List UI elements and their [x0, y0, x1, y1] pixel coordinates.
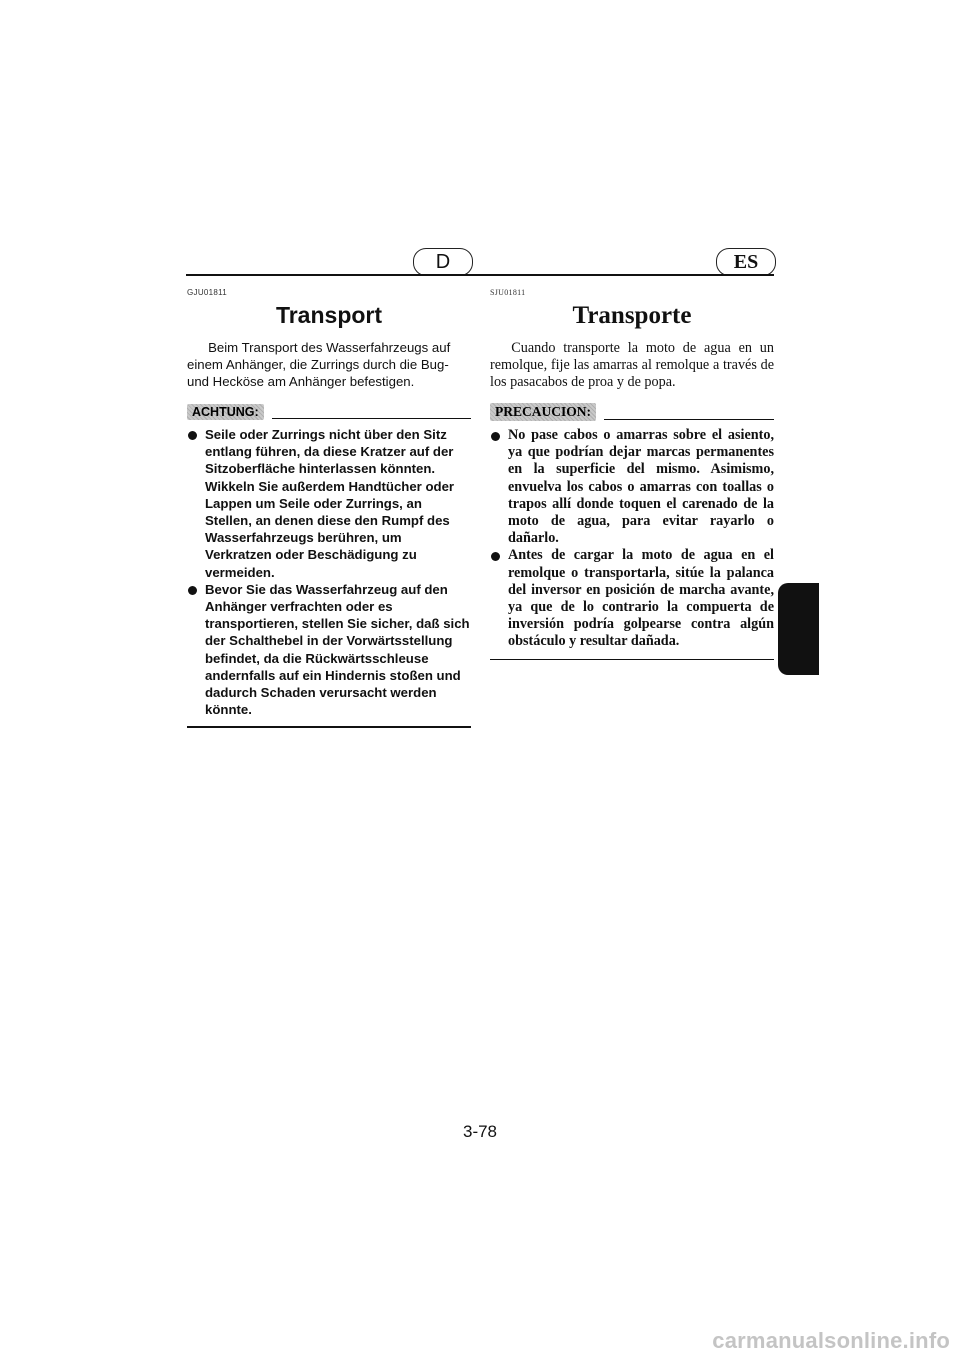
section-code: GJU01811	[187, 288, 228, 297]
bullet-icon	[491, 552, 500, 561]
list-item	[490, 547, 774, 650]
caution-header	[490, 401, 774, 421]
watermark: carmanualsonline.info	[712, 1328, 950, 1353]
german-column	[187, 288, 471, 728]
list-item	[490, 427, 774, 547]
caution-header	[187, 400, 471, 420]
caution-rule	[604, 419, 774, 421]
language-badge-german: D	[413, 248, 473, 276]
intro-paragraph: Cuando transporte la moto de agua en un remolque, fije las amarras al remolque a través de los pasacabos de proa y de popa.	[490, 340, 774, 390]
caution-label: ACHTUNG:	[187, 404, 264, 420]
section-title: Transporte	[572, 302, 692, 329]
list-item-text: Antes de cargar la moto de agua en el remolque o transportarla, sitúe la palanca del inversor en posición de marcha avante, ya que de lo contrario la compuerta de inversión podría golpearse contra algún obstáculo y resultar dañada.	[508, 547, 774, 650]
list-item-text: Bevor Sie das Wasserfahrzeug auf den Anhänger verfrachten oder es transportieren, stellen Sie sicher, daß sich der Schalthebel in der Vorwärtsstellung befindet, da die Rückwärtsschleuse andernfalls auf ein Hindernis stoßen und dadurch Schaden verursacht werden könnte.	[205, 581, 470, 718]
caution-list	[490, 427, 774, 651]
section-code: SJU01811	[490, 288, 526, 297]
caution-label: PRECAUCION:	[490, 403, 596, 421]
list-item-text: Seile oder Zurrings nicht über den Sitz entlang führen, da diese Kratzer auf der Sitzoberfläche hinterlassen könnten. Wikkeln Sie außerdem Handtücher oder Lappen um Seile oder Zurrings, an Stellen, an denen diese den Rumpf des Wasserfahrzeugs berühren, um Verkratzen oder Beschädigung zu vermeiden.	[205, 427, 455, 580]
list-item	[187, 581, 471, 719]
list-item	[187, 426, 471, 581]
caution-end-rule	[490, 659, 774, 661]
list-item-text: No pase cabos o amarras sobre el asiento, ya que podrían dejar marcas permanentes en la superficie del mismo. Asimismo, envuelva los cabos o amarras con toallas o trapos allí donde toquen el carenado de la moto de agua, para evitar rayarlo o dañarlo.	[508, 427, 774, 547]
section-title: Transport	[275, 302, 383, 328]
caution-end-rule	[187, 726, 471, 728]
bullet-icon	[188, 586, 197, 595]
caution-rule	[272, 418, 471, 420]
bullet-icon	[491, 432, 500, 441]
caution-list	[187, 426, 471, 718]
page-number: 3-78	[462, 1122, 498, 1141]
bullet-icon	[188, 431, 197, 440]
header-rule	[186, 274, 774, 276]
chapter-tab	[778, 583, 819, 675]
intro-paragraph: Beim Transport des Wasserfahrzeugs auf einem Anhänger, die Zurrings durch die Bug- und Hecköse am Anhänger befestigen.	[187, 340, 451, 389]
spanish-column	[490, 288, 774, 660]
language-badge-spanish: ES	[716, 248, 776, 276]
